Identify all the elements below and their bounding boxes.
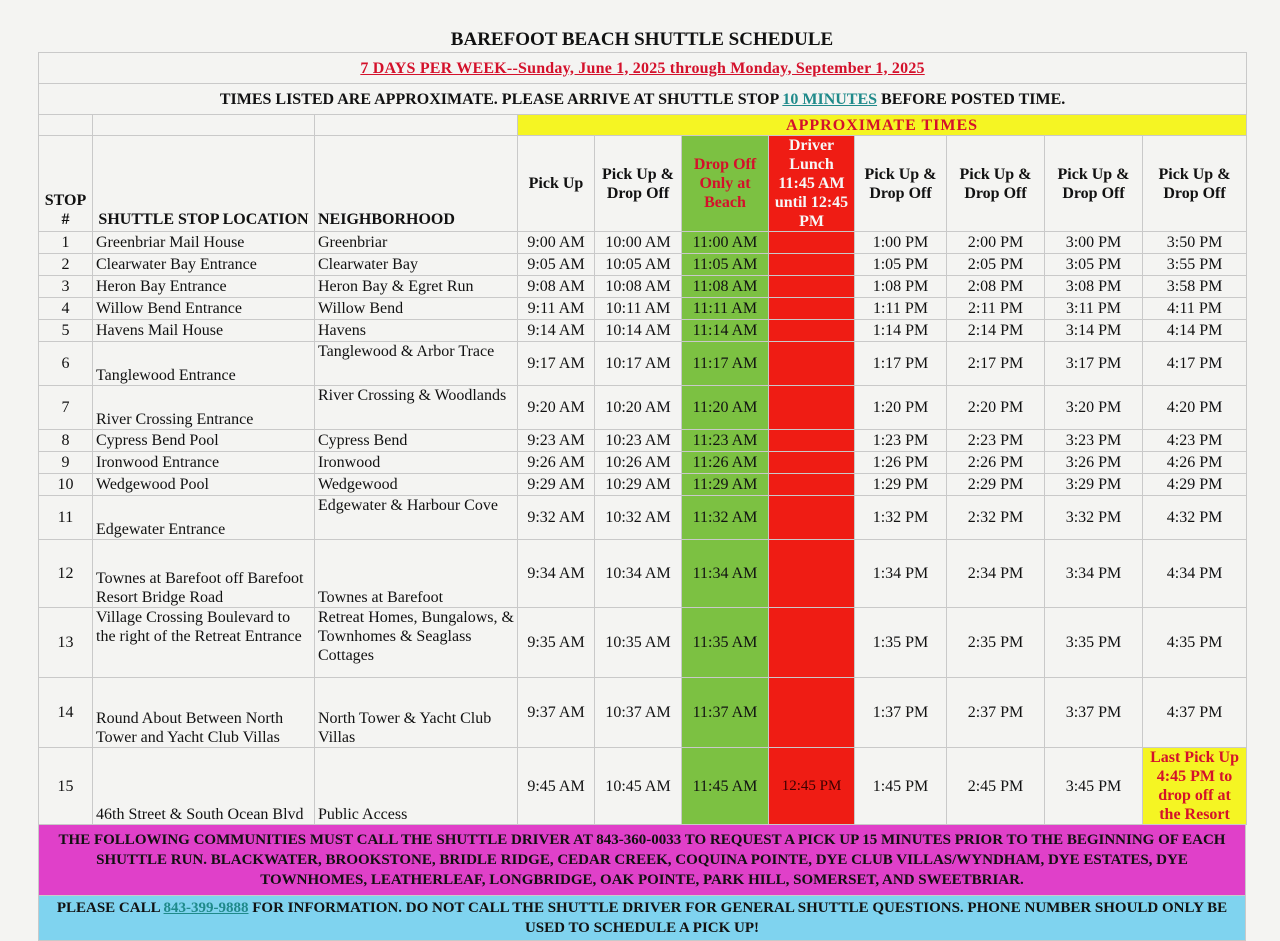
time-pick-up: 9:08 AM: [518, 276, 595, 298]
stop-number: 14: [39, 678, 93, 748]
time-pick-up-drop-off: 1:17 PM: [855, 342, 947, 386]
stop-neighborhood: Cypress Bend: [315, 430, 518, 452]
schedule-sheet: [38, 28, 1246, 941]
table-row: [39, 276, 1247, 298]
stop-neighborhood: Tanglewood & Arbor Trace: [315, 342, 518, 386]
header-pick-up-drop-off-3: Pick Up & Drop Off: [947, 136, 1045, 232]
time-driver-lunch: [769, 342, 855, 386]
time-pick-up-drop-off: 3:45 PM: [1045, 748, 1143, 825]
time-pick-up-drop-off: 1:20 PM: [855, 386, 947, 430]
stop-neighborhood: Willow Bend: [315, 298, 518, 320]
time-pick-up-drop-off: 4:35 PM: [1143, 608, 1247, 678]
table-row: [39, 608, 1247, 678]
time-pick-up-drop-off: 1:26 PM: [855, 452, 947, 474]
table-row: [39, 748, 1247, 825]
time-pick-up-drop-off: 2:34 PM: [947, 540, 1045, 608]
time-pick-up-drop-off: 1:11 PM: [855, 298, 947, 320]
time-pick-up-drop-off: 1:35 PM: [855, 608, 947, 678]
arrival-notice-link[interactable]: 10 MINUTES: [782, 90, 878, 108]
time-pick-up-drop-off: 3:14 PM: [1045, 320, 1143, 342]
stop-neighborhood: Clearwater Bay: [315, 254, 518, 276]
time-drop-off-beach: 11:00 AM: [682, 232, 769, 254]
time-pick-up: 9:45 AM: [518, 748, 595, 825]
time-pick-up-drop-off: 4:32 PM: [1143, 496, 1247, 540]
time-pick-up-drop-off: 2:17 PM: [947, 342, 1045, 386]
time-pick-up-drop-off: 2:05 PM: [947, 254, 1045, 276]
time-pick-up-drop-off: 3:17 PM: [1045, 342, 1143, 386]
stop-neighborhood: Wedgewood: [315, 474, 518, 496]
time-pick-up-drop-off: 2:32 PM: [947, 496, 1045, 540]
time-driver-lunch: [769, 608, 855, 678]
time-pick-up: 9:37 AM: [518, 678, 595, 748]
time-pick-up-drop-off: 2:26 PM: [947, 452, 1045, 474]
time-pick-up: 9:17 AM: [518, 342, 595, 386]
stop-number: 5: [39, 320, 93, 342]
stop-neighborhood: River Crossing & Woodlands: [315, 386, 518, 430]
time-driver-lunch: [769, 298, 855, 320]
time-driver-lunch: [769, 474, 855, 496]
table-row: [39, 540, 1247, 608]
time-pick-up-drop-off: 2:20 PM: [947, 386, 1045, 430]
stop-neighborhood: Greenbriar: [315, 232, 518, 254]
time-driver-lunch: [769, 496, 855, 540]
stop-location: Round About Between North Tower and Yacht Club Villas: [93, 678, 315, 748]
time-pick-up-drop-off: 10:34 AM: [595, 540, 682, 608]
time-pick-up-drop-off: 3:20 PM: [1045, 386, 1143, 430]
time-drop-off-beach: 11:11 AM: [682, 298, 769, 320]
time-pick-up: 9:35 AM: [518, 608, 595, 678]
time-pick-up-drop-off: 4:20 PM: [1143, 386, 1247, 430]
time-pick-up-drop-off: 10:11 AM: [595, 298, 682, 320]
stop-number: 3: [39, 276, 93, 298]
time-pick-up: 9:29 AM: [518, 474, 595, 496]
time-drop-off-beach: 11:23 AM: [682, 430, 769, 452]
stop-location: 46th Street & South Ocean Blvd: [93, 748, 315, 825]
time-pick-up-drop-off: 2:11 PM: [947, 298, 1045, 320]
time-pick-up-drop-off: 10:35 AM: [595, 608, 682, 678]
time-pick-up-drop-off: 10:05 AM: [595, 254, 682, 276]
time-pick-up-drop-off: 2:00 PM: [947, 232, 1045, 254]
time-pick-up-drop-off: 3:08 PM: [1045, 276, 1143, 298]
stop-number: 8: [39, 430, 93, 452]
time-pick-up-drop-off: 3:55 PM: [1143, 254, 1247, 276]
date-range-banner: 7 DAYS PER WEEK--Sunday, June 1, 2025 through Monday, September 1, 2025: [39, 53, 1247, 84]
time-drop-off-beach: 11:05 AM: [682, 254, 769, 276]
time-drop-off-beach: 11:32 AM: [682, 496, 769, 540]
time-pick-up-drop-off: 10:45 AM: [595, 748, 682, 825]
schedule-table: [38, 52, 1247, 825]
call-driver-notice: THE FOLLOWING COMMUNITIES MUST CALL THE SHUTTLE DRIVER AT 843-360-0033 TO REQUEST A PICK UP 15 MINUTES PRIOR TO THE BEGINNING OF EACH SHUTTLE RUN. BLACKWATER, BROOKSTONE, BRIDLE RIDGE, CEDAR CREEK, COQUINA POINTE, DYE CLUB VILLAS/WYNDHAM, DYE ESTATES, DYE TOWNHOMES, LEATHERLEAF, LONGBRIDGE, OAK POINTE, PARK HILL, SOMERSET, AND SWEETBRIAR.: [38, 825, 1246, 896]
stop-location: Cypress Bend Pool: [93, 430, 315, 452]
time-drop-off-beach: 11:08 AM: [682, 276, 769, 298]
page-title: BAREFOOT BEACH SHUTTLE SCHEDULE: [450, 29, 834, 50]
time-pick-up-drop-off: 1:05 PM: [855, 254, 947, 276]
time-pick-up-drop-off: 1:34 PM: [855, 540, 947, 608]
time-drop-off-beach: 11:45 AM: [682, 748, 769, 825]
time-driver-lunch: [769, 430, 855, 452]
time-pick-up-drop-off: 10:26 AM: [595, 452, 682, 474]
time-driver-lunch: [769, 232, 855, 254]
stop-neighborhood: North Tower & Yacht Club Villas: [315, 678, 518, 748]
time-pick-up-drop-off: 3:05 PM: [1045, 254, 1143, 276]
header-row: [39, 136, 1247, 232]
stop-location: River Crossing Entrance: [93, 386, 315, 430]
header-pick-up-drop-off-5: Pick Up & Drop Off: [1143, 136, 1247, 232]
time-pick-up-drop-off: 3:34 PM: [1045, 540, 1143, 608]
time-driver-lunch: [769, 320, 855, 342]
time-pick-up-drop-off: 3:26 PM: [1045, 452, 1143, 474]
table-row: [39, 386, 1247, 430]
table-row: [39, 474, 1247, 496]
stop-number: 7: [39, 386, 93, 430]
time-pick-up-drop-off: 3:11 PM: [1045, 298, 1143, 320]
header-pick-up: Pick Up: [518, 136, 595, 232]
stop-number: 6: [39, 342, 93, 386]
table-row: [39, 298, 1247, 320]
time-pick-up-drop-off: 1:32 PM: [855, 496, 947, 540]
time-drop-off-beach: 11:35 AM: [682, 608, 769, 678]
time-drop-off-beach: 11:20 AM: [682, 386, 769, 430]
time-driver-lunch: [769, 540, 855, 608]
stop-neighborhood: Public Access: [315, 748, 518, 825]
stop-location: Clearwater Bay Entrance: [93, 254, 315, 276]
stop-location: Wedgewood Pool: [93, 474, 315, 496]
time-pick-up-drop-off: 10:17 AM: [595, 342, 682, 386]
stop-location: Edgewater Entrance: [93, 496, 315, 540]
stop-neighborhood: Havens: [315, 320, 518, 342]
time-drop-off-beach: 11:29 AM: [682, 474, 769, 496]
stop-neighborhood: Retreat Homes, Bungalows, & Townhomes & Seaglass Cottages: [315, 608, 518, 678]
time-pick-up-drop-off: 10:08 AM: [595, 276, 682, 298]
time-pick-up-drop-off: 3:50 PM: [1143, 232, 1247, 254]
time-pick-up-drop-off: 3:35 PM: [1045, 608, 1143, 678]
time-pick-up-drop-off: 1:29 PM: [855, 474, 947, 496]
time-pick-up-drop-off: 4:34 PM: [1143, 540, 1247, 608]
time-pick-up-drop-off: 3:23 PM: [1045, 430, 1143, 452]
table-row: [39, 320, 1247, 342]
table-row: [39, 678, 1247, 748]
table-row: [39, 430, 1247, 452]
time-pick-up-drop-off: 3:37 PM: [1045, 678, 1143, 748]
time-pick-up: 9:11 AM: [518, 298, 595, 320]
time-pick-up-drop-off: 2:08 PM: [947, 276, 1045, 298]
time-pick-up-drop-off: 1:08 PM: [855, 276, 947, 298]
time-pick-up-drop-off: 1:14 PM: [855, 320, 947, 342]
stop-location: Willow Bend Entrance: [93, 298, 315, 320]
time-pick-up-drop-off: 3:00 PM: [1045, 232, 1143, 254]
time-drop-off-beach: 11:34 AM: [682, 540, 769, 608]
time-pick-up-drop-off: 4:23 PM: [1143, 430, 1247, 452]
time-pick-up-drop-off: 2:14 PM: [947, 320, 1045, 342]
time-pick-up-drop-off: 2:29 PM: [947, 474, 1045, 496]
time-pick-up-drop-off: 2:45 PM: [947, 748, 1045, 825]
time-driver-lunch: [769, 276, 855, 298]
stop-location: Ironwood Entrance: [93, 452, 315, 474]
stop-neighborhood: Edgewater & Harbour Cove: [315, 496, 518, 540]
time-pick-up: 9:23 AM: [518, 430, 595, 452]
stop-number: 13: [39, 608, 93, 678]
time-driver-lunch: [769, 678, 855, 748]
stop-number: 4: [39, 298, 93, 320]
time-pick-up-drop-off: 3:58 PM: [1143, 276, 1247, 298]
time-pick-up: 9:05 AM: [518, 254, 595, 276]
time-drop-off-beach: 11:26 AM: [682, 452, 769, 474]
time-pick-up-drop-off: 10:20 AM: [595, 386, 682, 430]
time-pick-up: 9:14 AM: [518, 320, 595, 342]
table-row: [39, 232, 1247, 254]
arrival-notice: TIMES LISTED ARE APPROXIMATE. PLEASE ARRIVE AT SHUTTLE STOP 10 MINUTES BEFORE POSTED TIME.: [39, 84, 1247, 115]
time-pick-up-drop-off: 4:17 PM: [1143, 342, 1247, 386]
info-notice: PLEASE CALL 843-399-9888 FOR INFORMATION. DO NOT CALL THE SHUTTLE DRIVER FOR GENERAL SHUTTLE QUESTIONS. PHONE NUMBER SHOULD ONLY BE USED TO SCHEDULE A PICK UP!: [38, 896, 1246, 941]
time-drop-off-beach: 11:14 AM: [682, 320, 769, 342]
stop-number: 11: [39, 496, 93, 540]
table-row: [39, 452, 1247, 474]
time-pick-up-drop-off: 10:23 AM: [595, 430, 682, 452]
stop-location: Greenbriar Mail House: [93, 232, 315, 254]
time-drop-off-beach: 11:17 AM: [682, 342, 769, 386]
header-location: SHUTTLE STOP LOCATION: [93, 136, 315, 232]
time-drop-off-beach: 11:37 AM: [682, 678, 769, 748]
last-pick-up-note: Last Pick Up 4:45 PM to drop off at the Resort: [1143, 748, 1247, 825]
time-pick-up-drop-off: 1:45 PM: [855, 748, 947, 825]
time-pick-up-drop-off: 2:35 PM: [947, 608, 1045, 678]
time-pick-up-drop-off: 10:00 AM: [595, 232, 682, 254]
table-row: [39, 254, 1247, 276]
stop-neighborhood: Townes at Barefoot: [315, 540, 518, 608]
stop-location: Tanglewood Entrance: [93, 342, 315, 386]
time-pick-up-drop-off: 4:37 PM: [1143, 678, 1247, 748]
time-pick-up-drop-off: 4:26 PM: [1143, 452, 1247, 474]
time-pick-up-drop-off: 1:37 PM: [855, 678, 947, 748]
header-pick-up-drop-off-2: Pick Up & Drop Off: [855, 136, 947, 232]
time-pick-up: 9:32 AM: [518, 496, 595, 540]
header-pick-up-drop-off-1: Pick Up & Drop Off: [595, 136, 682, 232]
table-row: [39, 496, 1247, 540]
header-pick-up-drop-off-4: Pick Up & Drop Off: [1045, 136, 1143, 232]
time-driver-lunch: [769, 452, 855, 474]
stop-number: 10: [39, 474, 93, 496]
time-pick-up-drop-off: 10:32 AM: [595, 496, 682, 540]
stop-number: 1: [39, 232, 93, 254]
stop-location: Village Crossing Boulevard to the right of the Retreat Entrance: [93, 608, 315, 678]
header-neighborhood: NEIGHBORHOOD: [315, 136, 518, 232]
approximate-times-banner: APPROXIMATE TIMES: [518, 115, 1247, 136]
stop-neighborhood: Ironwood: [315, 452, 518, 474]
stop-number: 2: [39, 254, 93, 276]
stop-location: Heron Bay Entrance: [93, 276, 315, 298]
time-pick-up-drop-off: 3:29 PM: [1045, 474, 1143, 496]
time-driver-lunch: [769, 254, 855, 276]
header-drop-off-beach: Drop Off Only at Beach: [682, 136, 769, 232]
time-pick-up-drop-off: 3:32 PM: [1045, 496, 1143, 540]
time-pick-up-drop-off: 1:00 PM: [855, 232, 947, 254]
table-row: [39, 342, 1247, 386]
time-pick-up-drop-off: 2:23 PM: [947, 430, 1045, 452]
stop-number: 9: [39, 452, 93, 474]
time-pick-up-drop-off: 10:29 AM: [595, 474, 682, 496]
stop-number: 15: [39, 748, 93, 825]
time-driver-lunch: 12:45 PM: [769, 748, 855, 825]
time-pick-up-drop-off: 10:37 AM: [595, 678, 682, 748]
stop-number: 12: [39, 540, 93, 608]
time-pick-up: 9:20 AM: [518, 386, 595, 430]
header-driver-lunch: Driver Lunch 11:45 AM until 12:45 PM: [769, 136, 855, 232]
time-pick-up: 9:26 AM: [518, 452, 595, 474]
stop-location: Havens Mail House: [93, 320, 315, 342]
time-pick-up-drop-off: 4:29 PM: [1143, 474, 1247, 496]
time-pick-up-drop-off: 4:14 PM: [1143, 320, 1247, 342]
stop-neighborhood: Heron Bay & Egret Run: [315, 276, 518, 298]
time-driver-lunch: [769, 386, 855, 430]
stop-location: Townes at Barefoot off Barefoot Resort Bridge Road: [93, 540, 315, 608]
time-pick-up: 9:34 AM: [518, 540, 595, 608]
header-stop: STOP #: [39, 136, 93, 232]
time-pick-up-drop-off: 1:23 PM: [855, 430, 947, 452]
time-pick-up-drop-off: 2:37 PM: [947, 678, 1045, 748]
info-phone-link[interactable]: 843-399-9888: [163, 900, 249, 916]
time-pick-up-drop-off: 4:11 PM: [1143, 298, 1247, 320]
time-pick-up-drop-off: 10:14 AM: [595, 320, 682, 342]
time-pick-up: 9:00 AM: [518, 232, 595, 254]
